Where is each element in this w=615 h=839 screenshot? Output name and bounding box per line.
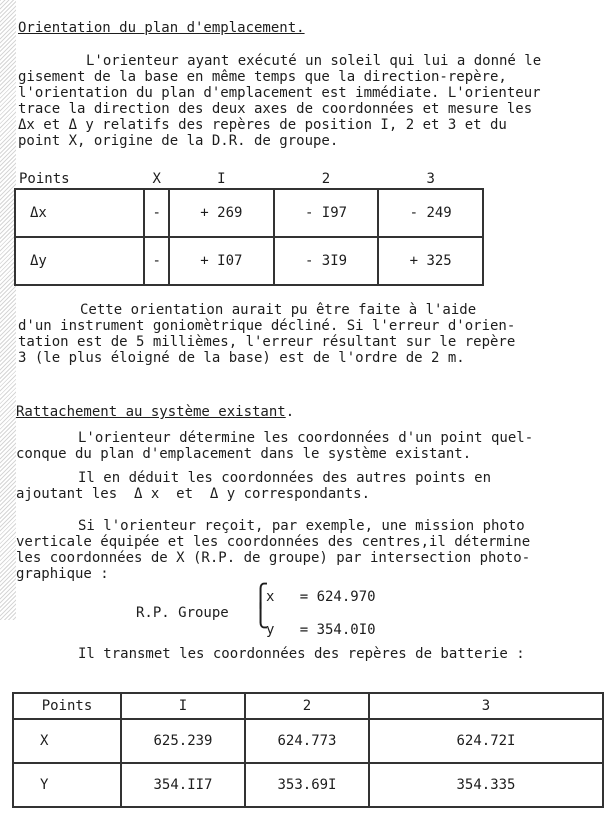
table-cell: Δx — [15, 189, 144, 237]
s2-p4: Il transmet les coordonnées des repères de batterie : — [78, 646, 525, 662]
s1-p2-line-1: Cette orientation aurait pu être faite à l'aide — [80, 302, 477, 318]
table-cell: + 325 — [378, 237, 483, 285]
coordinates-table — [12, 692, 604, 808]
section2-title-suffix: . — [285, 404, 295, 420]
s2-p2-line-1: Il en déduit les coordonnées des autres points en — [78, 470, 492, 486]
s2-p3-line-1: Si l'orienteur reçoit, par exemple, une mission photo — [78, 518, 525, 534]
table-cell: + 269 — [169, 189, 274, 237]
s2-p1-line-1: L'orienteur détermine les coordonnées d'un point quel- — [78, 430, 534, 446]
header-cell: 2 — [245, 693, 369, 719]
header-cell: 2 — [274, 170, 379, 189]
table-row — [15, 189, 483, 237]
table-cell: 625.239 — [121, 719, 245, 763]
s1-p2-line-2: d'un instrument goniomètrique décliné. Si l'erreur d'orien- — [18, 318, 516, 334]
s2-p1-line-2: conque du plan d'emplacement dans le système existant. — [16, 446, 472, 462]
table-cell: 354.335 — [369, 763, 603, 807]
brace-bottom: ⎩ — [254, 604, 268, 629]
s2-p3-line-2: verticale équipée et les coordonnées des centres,il détermine — [16, 534, 531, 550]
table-cell: X — [13, 719, 121, 763]
s2-p3-line-4: graphique : — [16, 566, 109, 582]
s1-line-6: point X, origine de la D.R. de groupe. — [18, 133, 339, 149]
table-cell: 624.72I — [369, 719, 603, 763]
delta-table — [14, 170, 484, 286]
scan-shadow — [0, 0, 16, 620]
section2-title-wrap — [16, 404, 294, 420]
header-cell: 3 — [378, 170, 483, 189]
header-cell: Points — [15, 170, 144, 189]
s1-line-1: L'orienteur ayant exécuté un soleil qui lui a donné le — [86, 53, 542, 69]
table-cell: - 3I9 — [274, 237, 379, 285]
table-cell: - — [144, 189, 169, 237]
header-cell: X — [144, 170, 169, 189]
delta-table-header — [15, 170, 483, 189]
rp-x-value: x = 624.970 — [266, 589, 376, 605]
s1-line-5: Δx et Δ y relatifs des repères de position I, 2 et 3 et du — [18, 117, 507, 133]
header-cell: I — [121, 693, 245, 719]
table-row — [13, 763, 603, 807]
header-cell: I — [169, 170, 274, 189]
rp-y-value: y = 354.0I0 — [266, 622, 376, 638]
s2-p2-line-2: ajoutant les Δ x et Δ y correspondants. — [16, 486, 371, 502]
coordinates-table-header — [13, 693, 603, 719]
s1-line-4: trace la direction des deux axes de coordonnées et mesure les — [18, 101, 533, 117]
s1-line-3: l'orientation du plan d'emplacement est immédiate. L'orienteur — [18, 85, 541, 101]
table-cell: Y — [13, 763, 121, 807]
table-cell: + I07 — [169, 237, 274, 285]
table-cell: 624.773 — [245, 719, 369, 763]
table-cell: 353.69I — [245, 763, 369, 807]
section1-title: Orientation du plan d'emplacement. — [18, 20, 305, 36]
table-row — [13, 719, 603, 763]
rp-groupe-label: R.P. Groupe — [136, 605, 229, 621]
header-cell: Points — [13, 693, 121, 719]
table-cell: - I97 — [274, 189, 379, 237]
s2-p3-line-3: les coordonnées de X (R.P. de groupe) par intersection photo- — [16, 550, 531, 566]
section2-title: Rattachement au système existant — [16, 404, 286, 420]
table-cell: - 249 — [378, 189, 483, 237]
header-cell: 3 — [369, 693, 603, 719]
brace-top: ⎧ — [254, 584, 268, 609]
s1-p2-line-3: tation est de 5 millièmes, l'erreur résultant sur le repère — [18, 334, 516, 350]
table-cell: Δy — [15, 237, 144, 285]
table-row — [15, 237, 483, 285]
table-cell: - — [144, 237, 169, 285]
s1-line-2: gisement de la base en même temps que la direction-repère, — [18, 69, 507, 85]
table-cell: 354.II7 — [121, 763, 245, 807]
s1-p2-line-4: 3 (le plus éloigné de la base) est de l'ordre de 2 m. — [18, 350, 465, 366]
